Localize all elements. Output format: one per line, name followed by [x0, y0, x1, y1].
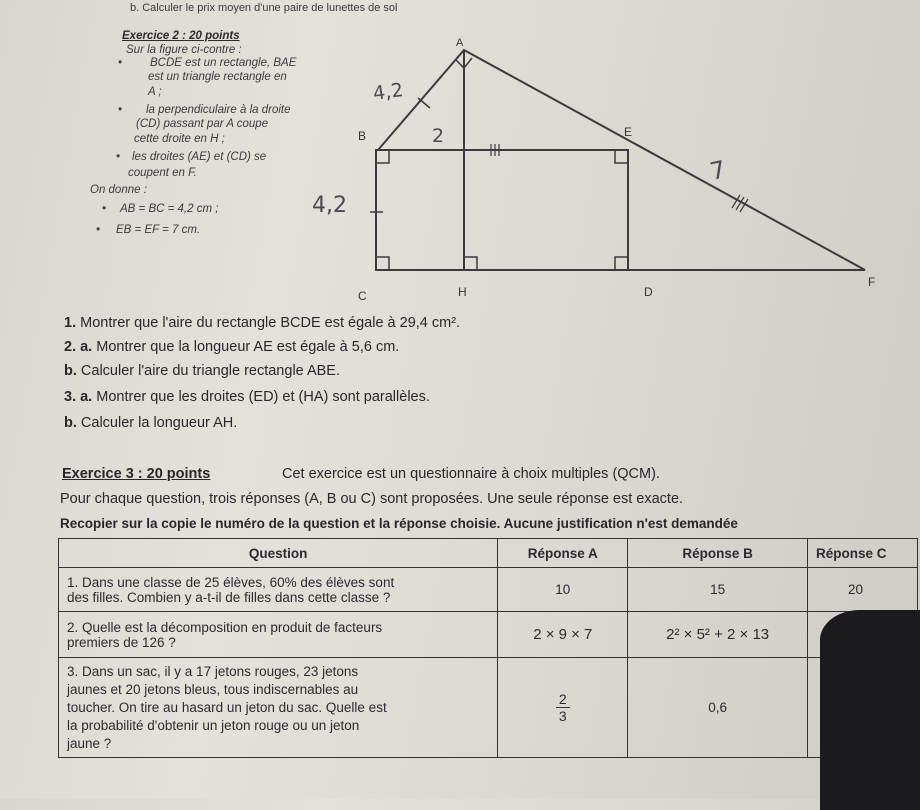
bullet-dot: • [96, 224, 101, 236]
question-line: la probabilité d'obtenir un jeton rouge ou un jeton [67, 717, 360, 733]
table-row [59, 568, 918, 612]
bullet-2-line-1: la perpendiculaire à la droite [146, 104, 291, 116]
bullet-dot: • [102, 203, 107, 215]
given-label: On donne : [90, 184, 147, 196]
bullet-2-line-2: (CD) passant par A coupe [136, 118, 269, 130]
row-3-question [59, 658, 498, 758]
exercise-3-instruction-1: Pour chaque question, trois réponses (A, B ou C) sont proposées. Une seule réponse est exacte. [60, 491, 684, 507]
question-line: 1. Dans une classe de 25 élèves, 60% des élèves sont [67, 574, 395, 590]
header-answer-b: Réponse B [628, 539, 808, 568]
question-line: 2. Quelle est la décomposition en produit de facteurs [67, 619, 383, 635]
bullet-dot: • [116, 151, 121, 163]
label-f: F [868, 275, 876, 289]
tick-ab [418, 98, 430, 108]
fraction-numerator: 2 [556, 691, 570, 708]
given-1: AB = BC = 4,2 cm ; [120, 203, 219, 215]
row-1-answer-b: 15 [628, 568, 808, 612]
question-2a: Montrer que la longueur AE est égale à 5,6 cm. [96, 339, 400, 355]
row-2-answer-b: 2² × 5² + 2 × 13 [628, 612, 808, 658]
table-row [59, 612, 918, 658]
right-angle-d [615, 257, 628, 270]
row-3-answer-a [498, 658, 628, 758]
row-1-question [59, 568, 498, 612]
right-angle-h [464, 257, 477, 270]
question-line: des filles. Combien y a-t-il de filles dans cette classe ? [67, 589, 391, 605]
question-2b: Calculer l'aire du triangle rectangle ABE. [80, 363, 340, 379]
question-number: 2. a. [64, 339, 93, 355]
bullet-3-line-2: coupent en F. [128, 167, 197, 179]
right-angle-e [615, 150, 628, 163]
bullet-dot: • [118, 57, 123, 69]
qcm-table [58, 538, 918, 758]
top-line: b. Calculer le prix moyen d'une paire de lunettes de sol [130, 2, 398, 14]
right-angle-c [376, 257, 389, 270]
fraction [556, 691, 570, 724]
question-number: b. [64, 415, 77, 431]
bullet-2-line-3: cette droite en H ; [134, 133, 225, 145]
label-a: A [456, 37, 464, 49]
exercise-3-subtitle: Cet exercice est un questionnaire à choix multiples (QCM). [282, 466, 660, 482]
question-3b: Calculer la longueur AH. [80, 415, 238, 431]
question-line: jaune ? [67, 735, 112, 751]
bullet-dot: • [118, 104, 123, 116]
exercise-2-intro: Sur la figure ci-contre : [126, 44, 242, 56]
table-row [59, 658, 918, 758]
bullet-1-line-3: A ; [148, 86, 162, 98]
question-line: premiers de 126 ? [67, 634, 176, 650]
exercise-2-title: Exercice 2 : 20 points [122, 30, 240, 42]
row-2-answer-a: 2 × 9 × 7 [498, 612, 628, 658]
question-line: jaunes et 20 jetons bleus, tous indiscernables au [67, 681, 359, 697]
exercise-3-instruction-2: Recopier sur la copie le numéro de la question et la réponse choisie. Aucune justification n'est demandée [60, 516, 738, 531]
label-e: E [624, 125, 633, 139]
question-3a: Montrer que les droites (ED) et (HA) sont parallèles. [96, 389, 430, 405]
table-header-row [59, 539, 918, 568]
question-number: b. [64, 363, 77, 379]
row-3-answer-b: 0,6 [628, 658, 808, 758]
geometry-figure [312, 30, 900, 320]
given-2: EB = EF = 7 cm. [116, 224, 201, 236]
question-line: 3. Dans un sac, il y a 17 jetons rouges, 23 jetons [67, 663, 359, 679]
row-1-answer-c: 20 [808, 568, 918, 612]
handwritten-2: 2 [432, 125, 445, 147]
bullet-3-line-1: les droites (AE) et (CD) se [132, 151, 267, 163]
occluding-object [820, 610, 920, 810]
bullet-1-line-2: est un triangle rectangle en [148, 71, 287, 83]
handwritten-7: 7 [707, 155, 729, 186]
bullet-1-line-1: BCDE est un rectangle, BAE [150, 57, 297, 69]
question-number: 3. a. [64, 389, 93, 405]
row-1-answer-a: 10 [498, 568, 628, 612]
header-answer-a: Réponse A [498, 539, 628, 568]
handwritten-4-2-bc: 4,2 [312, 193, 347, 218]
label-h: H [458, 285, 467, 299]
handwritten-4-2-ab: 4,2 [371, 78, 405, 105]
header-answer-c: Réponse C [808, 539, 918, 568]
question-line: toucher. On tire au hasard un jeton du sac. Quelle est [67, 699, 387, 715]
label-d: D [644, 285, 653, 299]
question-1: Montrer que l'aire du rectangle BCDE est égale à 29,4 cm². [80, 315, 461, 331]
header-question: Question [59, 539, 498, 568]
label-c: C [358, 289, 367, 303]
row-2-question [59, 612, 498, 658]
fraction-denominator: 3 [558, 708, 567, 724]
question-number: 1. [64, 315, 77, 331]
right-angle-b [376, 150, 389, 163]
exercise-3-title: Exercice 3 : 20 points [62, 466, 211, 482]
triangle-lines [376, 50, 865, 270]
rectangle-bcde [376, 150, 628, 270]
label-b: B [358, 129, 367, 143]
